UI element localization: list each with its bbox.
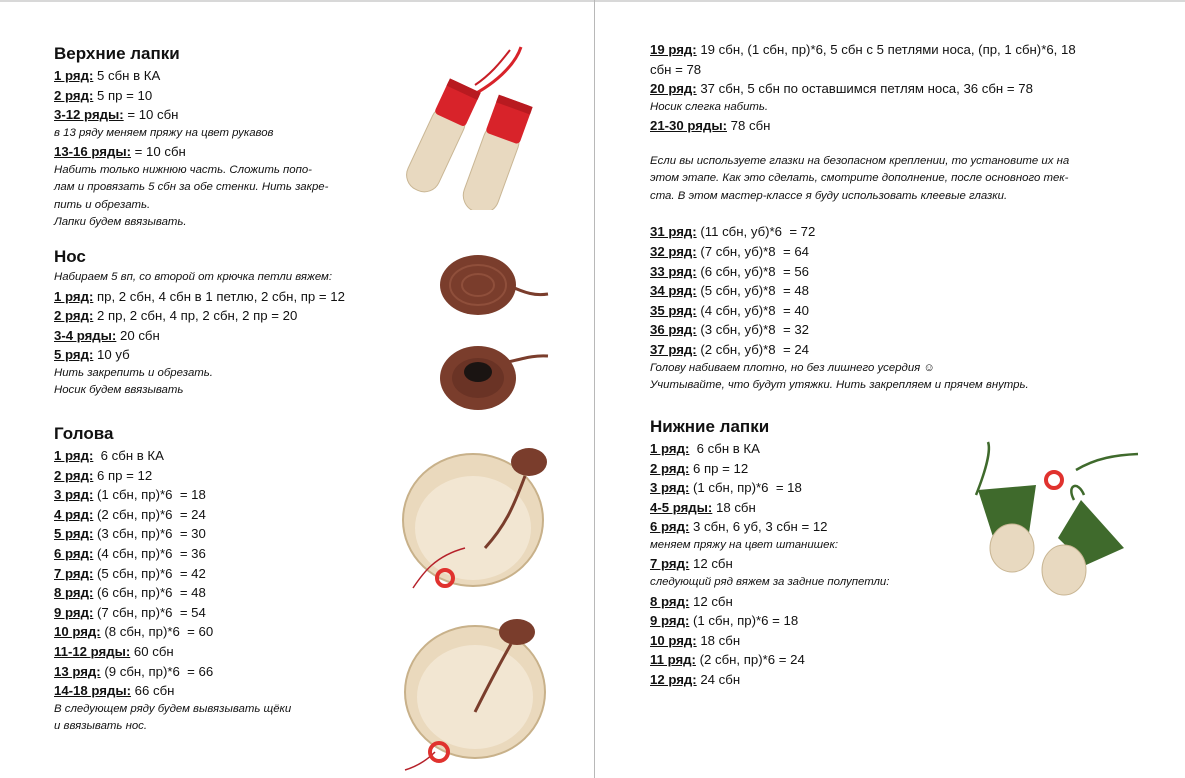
instruction-row-continuation: сбн = 78: [650, 61, 702, 77]
instruction-row: [54, 86, 394, 106]
row-label: 13-16 ряды:: [54, 144, 131, 160]
row-value: (9 сбн, пр)*6 = 66: [100, 663, 214, 679]
lower-paws-photo: [966, 440, 1146, 605]
row-value: (7 сбн, уб)*8 = 64: [696, 243, 809, 259]
instruction-row: [54, 603, 394, 623]
page-divider: [594, 0, 595, 778]
instruction-row: [54, 544, 394, 564]
section-title: Верхние лапки: [54, 44, 180, 63]
row-label: 33 ряд:: [650, 263, 697, 279]
row-label: 8 ряд:: [54, 585, 94, 601]
instruction-note: Набить только нижнюю часть. Сложить попо-: [54, 163, 312, 176]
instruction-row: [650, 222, 1170, 242]
section-title: Нос: [54, 247, 86, 266]
instruction-row: [54, 326, 414, 346]
instruction-row: [650, 262, 1170, 282]
instruction-row: [650, 40, 1170, 60]
row-value: 6 сбн в КА: [689, 441, 760, 456]
upper-paws-section: [54, 43, 394, 232]
instruction-row: [54, 287, 414, 307]
row-label: 3 ряд:: [650, 480, 690, 496]
row-value: 10 уб: [93, 347, 130, 363]
row-label: 8 ряд:: [650, 593, 690, 609]
row-label: 4 ряд:: [54, 506, 94, 522]
row-value: 37 сбн, 5 сбн по оставшимся петлям носа, 36 сбн = 78: [696, 81, 1033, 97]
row-value: (1 сбн, пр)*6 = 18: [689, 613, 799, 629]
row-label: 7 ряд:: [650, 556, 690, 572]
row-label: 1 ряд:: [54, 288, 94, 304]
row-value: 12 сбн: [689, 593, 733, 609]
head-photo-1: [395, 438, 570, 608]
instruction-row: [650, 554, 980, 574]
instruction-note: ста. В этом мастер-классе я буду использовать клеевые глазки.: [650, 189, 1008, 202]
instruction-row: [650, 592, 980, 612]
nose-photo-open: [430, 340, 555, 415]
row-value: 6 пр = 12: [689, 460, 749, 476]
row-value: (5 сбн, уб)*8 = 48: [696, 283, 809, 299]
row-value: 20 сбн: [116, 327, 160, 343]
row-value: (8 сбн, пр)*6 = 60: [100, 624, 214, 640]
row-label: 36 ряд:: [650, 322, 697, 338]
instruction-row: [650, 670, 980, 690]
instruction-row: [54, 622, 394, 642]
instruction-note: и ввязывать нос.: [54, 720, 148, 733]
row-label: 35 ряд:: [650, 302, 697, 318]
row-label: 13 ряд:: [54, 663, 101, 679]
row-label: 3-4 ряды:: [54, 327, 117, 343]
row-value: 5 пр = 10: [93, 87, 153, 103]
instruction-row: [650, 517, 980, 537]
head-section: [54, 423, 394, 736]
row-label: 12 ряд:: [650, 671, 697, 687]
row-label: 34 ряд:: [650, 283, 697, 299]
row-value: 66 сбн: [131, 683, 175, 699]
row-value: (1 сбн, пр)*6 = 18: [93, 487, 206, 503]
instruction-note: в 13 ряду меняем пряжу на цвет рукавов: [54, 126, 274, 139]
row-value: (2 сбн, уб)*8 = 24: [696, 341, 809, 357]
row-value: пр, 2 сбн, 4 сбн в 1 петлю, 2 сбн, пр = 12: [93, 288, 345, 304]
instruction-note: меняем пряжу на цвет штанишек:: [650, 538, 838, 551]
row-value: (4 сбн, уб)*8 = 40: [696, 302, 809, 318]
instruction-row: [650, 650, 980, 670]
instruction-note: Набираем 5 вп, со второй от крючка петли вяжем:: [54, 271, 333, 283]
row-value: 2 пр, 2 сбн, 4 пр, 2 сбн, 2 пр = 20: [93, 308, 298, 324]
row-label: 2 ряд:: [54, 87, 94, 103]
instruction-note: пить и обрезать.: [54, 198, 151, 211]
instruction-note: Учитывайте, что будут утяжки. Нить закрепляем и прячем внутрь.: [650, 379, 1029, 392]
row-value: 18 сбн: [696, 632, 741, 648]
instruction-note: Голову набиваем плотно, но без лишнего усердия ☺: [650, 361, 936, 374]
instruction-note: Нить закрепить и обрезать.: [54, 366, 213, 379]
row-value: 78 сбн: [727, 118, 771, 134]
instruction-row: [54, 466, 394, 486]
row-label: 19 ряд:: [650, 42, 697, 57]
instruction-row: [650, 439, 980, 459]
row-label: 1 ряд:: [650, 441, 690, 456]
row-label: 7 ряд:: [54, 565, 94, 581]
instruction-row: [54, 345, 414, 365]
instruction-row: [54, 142, 394, 162]
instruction-row: [54, 583, 394, 603]
lower-paws-section: [650, 416, 980, 690]
instruction-row: [650, 478, 980, 498]
instruction-note: Если вы используете глазки на безопасном креплении, то установите их на: [650, 154, 1070, 167]
instruction-note: Лапки будем ввязывать.: [54, 216, 187, 229]
row-label: 1 ряд:: [54, 448, 94, 463]
instruction-row: [650, 242, 1170, 262]
row-value: (3 сбн, пр)*6 = 30: [93, 526, 206, 542]
row-value: 5 сбн в КА: [93, 68, 161, 83]
row-label: 5 ряд:: [54, 526, 94, 542]
instruction-row: [54, 642, 394, 662]
row-label: 9 ряд:: [650, 613, 690, 629]
row-value: 12 сбн: [689, 556, 733, 572]
row-value: = 10 сбн: [131, 144, 186, 160]
row-label: 32 ряд:: [650, 243, 697, 259]
row-value: 60 сбн: [130, 643, 174, 659]
row-label: 3-12 ряды:: [54, 107, 124, 123]
row-label: 20 ряд:: [650, 81, 697, 97]
instruction-row: [650, 116, 1170, 136]
instruction-note: Носик будем ввязывать: [54, 384, 184, 397]
row-value: (7 сбн, пр)*6 = 54: [93, 604, 206, 620]
section-title: Нижние лапки: [650, 417, 770, 436]
instruction-row: [650, 459, 980, 479]
row-label: 14-18 ряды:: [54, 683, 131, 699]
row-label: 6 ряд:: [54, 545, 94, 561]
row-value: 6 сбн в КА: [93, 448, 164, 463]
head-continuation-section: [650, 40, 1170, 395]
row-label: 10 ряд:: [54, 624, 101, 640]
instruction-note: лам и провязать 5 сбн за обе стенки. Нить закре-: [54, 181, 329, 194]
upper-paws-photo: [385, 45, 565, 210]
row-value: (5 сбн, пр)*6 = 42: [93, 565, 206, 581]
row-value: 24 сбн: [696, 671, 741, 687]
row-value: 3 сбн, 6 уб, 3 сбн = 12: [689, 519, 828, 535]
instruction-row: [54, 505, 394, 525]
row-value: (11 сбн, уб)*6 = 72: [696, 224, 816, 240]
instruction-row: [650, 340, 1170, 360]
row-label: 11 ряд:: [650, 652, 696, 668]
nose-section: [54, 246, 414, 400]
row-label: 5 ряд:: [54, 347, 94, 363]
row-label: 31 ряд:: [650, 224, 697, 240]
instruction-row: [54, 105, 394, 125]
instruction-row: [650, 79, 1170, 99]
row-label: 2 ряд:: [54, 467, 94, 483]
row-label: 2 ряд:: [54, 308, 94, 324]
instruction-row: [54, 446, 394, 466]
row-value: (6 сбн, пр)*6 = 48: [93, 585, 206, 601]
instruction-row: [54, 524, 394, 544]
instruction-row: [54, 662, 394, 682]
row-label: 4-5 ряды:: [650, 499, 713, 515]
row-value: (3 сбн, уб)*8 = 32: [696, 322, 809, 338]
instruction-row: [650, 631, 980, 651]
row-value: (4 сбн, пр)*6 = 36: [93, 545, 206, 561]
section-title: Голова: [54, 424, 114, 443]
row-value: = 10 сбн: [123, 107, 179, 123]
row-value: (2 сбн, пр)*6 = 24: [695, 652, 805, 668]
row-value: 18 сбн: [712, 499, 756, 515]
instruction-row: [650, 281, 1170, 301]
instruction-row: [54, 66, 394, 86]
row-value: 19 сбн, (1 сбн, пр)*6, 5 сбн с 5 петлями носа, (пр, 1 сбн)*6, 18: [696, 42, 1076, 57]
instruction-note: Носик слегка набить.: [650, 100, 769, 113]
row-label: 37 ряд:: [650, 341, 697, 357]
right-page: [596, 0, 1185, 778]
row-value: (6 сбн, уб)*8 = 56: [696, 263, 809, 279]
row-label: 6 ряд:: [650, 519, 690, 535]
instruction-row: [650, 301, 1170, 321]
instruction-row: [54, 485, 394, 505]
row-label: 21-30 ряды:: [650, 118, 727, 134]
row-value: (1 сбн, пр)*6 = 18: [689, 480, 802, 496]
head-photo-2: [395, 612, 570, 772]
instruction-note: следующий ряд вяжем за задние полупетли:: [650, 576, 890, 589]
row-label: 10 ряд:: [650, 632, 697, 648]
instruction-row: [650, 320, 1170, 340]
instruction-row: [650, 611, 980, 631]
instruction-row: [54, 306, 414, 326]
row-label: 11-12 ряды:: [54, 643, 131, 659]
instruction-note: В следующем ряду будем вывязывать щёки: [54, 702, 292, 715]
row-value: 6 пр = 12: [93, 467, 153, 483]
row-label: 3 ряд:: [54, 487, 94, 503]
instruction-row: [650, 498, 980, 518]
instruction-row: [54, 564, 394, 584]
instruction-row: [54, 681, 394, 701]
nose-photo-side: [430, 248, 555, 323]
row-value: (2 сбн, пр)*6 = 24: [93, 506, 206, 522]
row-label: 2 ряд:: [650, 460, 690, 476]
row-label: 1 ряд:: [54, 68, 94, 83]
row-label: 9 ряд:: [54, 604, 94, 620]
instruction-note: этом этапе. Как это сделать, смотрите дополнение, после основного тек-: [650, 172, 1069, 185]
